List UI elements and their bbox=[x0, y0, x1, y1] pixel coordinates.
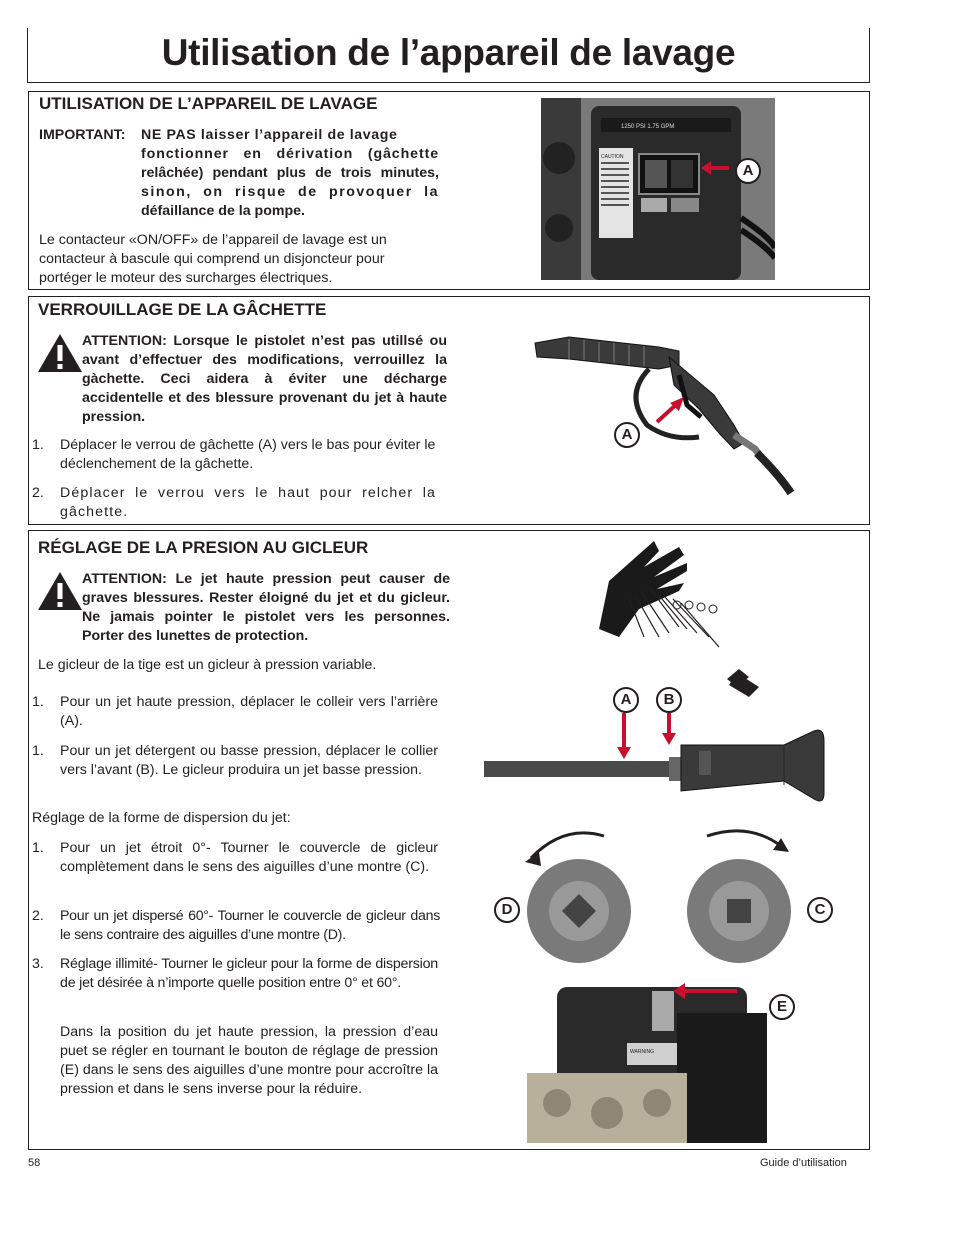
step-text: Réglage illimité- Tourner le gicleur pour la forme de dispersion de jet désirée à n’importe quelle position entre 0° et 60°. bbox=[60, 956, 438, 991]
callout-c: C bbox=[807, 897, 833, 923]
important-line-3: relâchée) pendant plus de trois minutes, bbox=[141, 165, 439, 181]
hand-spray-illustration bbox=[569, 537, 769, 707]
warning-icon bbox=[37, 333, 83, 373]
section-heading: RÉGLAGE DE LA PRESION AU GICLEUR bbox=[38, 538, 369, 557]
intro-text: Le gicleur de la tige est un gicleur à pression variable. bbox=[38, 657, 377, 673]
step-number: 3. bbox=[32, 956, 44, 972]
step-number: 1. bbox=[32, 437, 44, 453]
subheading: Réglage de la forme de dispersion du jet: bbox=[32, 810, 291, 826]
step-number: 2. bbox=[32, 485, 44, 501]
title-box bbox=[27, 28, 870, 83]
page-title: Utilisation de l’appareil de lavage bbox=[161, 32, 736, 73]
lance-nozzle-illustration bbox=[484, 701, 844, 811]
attention-text: ATTENTION: Lorsque le pistolet n’est pas utillsé ou avant d’effectuer des modifications, verrouillez la gàchette. Ceci aidera à éviter une décharge accidentelle et des blessure provenant du jet à haute pression. bbox=[82, 333, 447, 425]
callout-e: E bbox=[769, 994, 795, 1020]
step-number: 2. bbox=[32, 908, 44, 924]
warning-label: WARNING bbox=[630, 1049, 654, 1055]
callout-b: B bbox=[656, 687, 682, 713]
pressure-washer-photo bbox=[517, 983, 792, 1143]
step-text: Pour un jet détergent ou basse pression, déplacer le collier vers l’avant (B). Le gicleur produira un jet basse pression. bbox=[60, 743, 438, 778]
step-number: 1. bbox=[32, 840, 44, 856]
attention-text: ATTENTION: Le jet haute pression peut causer de graves blessures. Rester éloigné du jet et du gicleur. Ne jamais pointer le pistolet vers les personnes. Porter des lunettes de protection. bbox=[82, 571, 450, 644]
callout-a: A bbox=[614, 422, 640, 448]
switch-paragraph: Le contacteur «ON/OFF» de l’appareil de lavage est un contacteur à bascule qui comprend un disjoncteur pour portéger le moteur des surcharges électriques. bbox=[39, 232, 387, 286]
callout-a: A bbox=[735, 158, 761, 184]
important-line-2: fonctionner en dérivation (gâchette bbox=[141, 146, 439, 162]
important-line-5: défaillance de la pompe. bbox=[141, 203, 305, 219]
callout-d: D bbox=[494, 897, 520, 923]
step-number: 1. bbox=[32, 743, 44, 759]
page-number: 58 bbox=[28, 1157, 41, 1169]
psi-label: 1250 PSI 1.75 GPM bbox=[621, 124, 675, 130]
nozzle-caps-illustration bbox=[519, 826, 839, 966]
step-text: Déplacer le verrou de gâchette (A) vers le bas pour éviter le déclenchement de la gâchette. bbox=[60, 437, 436, 472]
step-text: Pour un jet haute pression, déplacer le colleir vers l’arrière (A). bbox=[60, 694, 438, 729]
important-line-4: sinon, on risque de provoquer la bbox=[141, 184, 439, 200]
caution-label: CAUTION bbox=[601, 154, 624, 160]
section-washer-use bbox=[28, 91, 870, 290]
step-text: Déplacer le verrou vers le haut pour relcher la gâchette. bbox=[60, 485, 436, 520]
important-line-1: NE PAS laisser l’appareil de lavage bbox=[141, 127, 398, 143]
step-text: Pour un jet dispersé 60°- Tourner le couvercle de gicleur dans le sens contraire des aiguilles d’une montre (D). bbox=[60, 908, 440, 943]
important-label: IMPORTANT: bbox=[39, 127, 126, 143]
final-paragraph: Dans la position du jet haute pression, la pression d’eau puet se régler en tournant le bouton de réglage de pression (E) dans le sens des aiguilles d’une montre pour accroître la pression et dans le sens inverse pour la réduire. bbox=[60, 1024, 438, 1097]
section-heading: UTILISATION DE L’APPAREIL DE LAVAGE bbox=[39, 94, 378, 113]
step-text: Pour un jet étroit 0°- Tourner le couvercle de gicleur complètement dans le sens des aiguilles d’une montre (C). bbox=[60, 840, 438, 875]
section-trigger-lock bbox=[28, 296, 870, 525]
section-heading: VERROUILLAGE DE LA GÂCHETTE bbox=[38, 300, 327, 319]
step-number: 1. bbox=[32, 694, 44, 710]
control-panel-photo bbox=[541, 98, 775, 280]
footer-guide: Guide d’utilisation bbox=[760, 1157, 847, 1169]
warning-icon bbox=[37, 571, 83, 611]
callout-a: A bbox=[613, 687, 639, 713]
spray-gun-illustration bbox=[529, 325, 799, 495]
section-nozzle-pressure bbox=[28, 530, 870, 1150]
